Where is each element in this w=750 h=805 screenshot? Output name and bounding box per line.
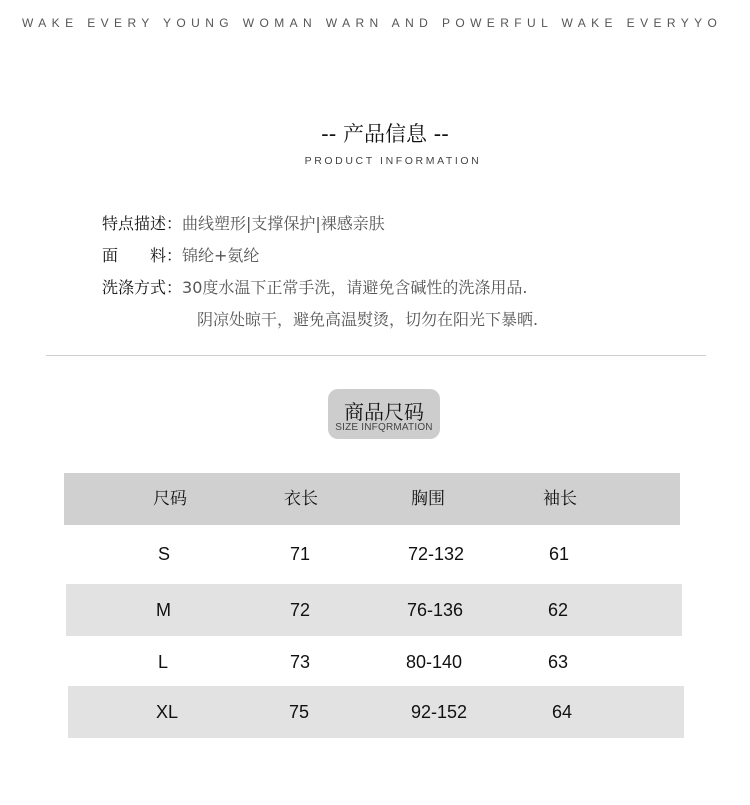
wash-value-line-1: 30度水温下正常手洗，请避免含碱性的洗涤用品. — [182, 278, 528, 297]
cell-chest: 72-132 — [408, 544, 465, 564]
banner-tagline: WAKE EVERY YOUNG WOMAN WARN AND POWERFUL WAKE EVERYYO — [22, 16, 723, 30]
table-row — [66, 636, 682, 688]
cell-length: 73 — [290, 652, 311, 672]
header-sleeve: 袖长 — [543, 489, 577, 509]
fabric-row — [102, 243, 259, 266]
header-size: 尺码 — [153, 489, 187, 509]
size-info-title: 商品尺码 — [344, 400, 424, 424]
size-info-badge — [328, 389, 440, 439]
table-row — [66, 584, 682, 636]
section-divider — [46, 355, 706, 356]
wash-label: 洗涤方式： — [102, 278, 183, 297]
table-row — [64, 528, 680, 580]
cell-chest: 92-152 — [411, 702, 468, 722]
cell-chest: 80-140 — [406, 652, 463, 672]
product-info-subtitle: PRODUCT INFORMATION — [304, 155, 482, 167]
table-row — [68, 686, 684, 738]
size-info-subtitle: SIZE INFQRMATION — [335, 422, 433, 433]
header-length: 衣长 — [284, 489, 318, 509]
fabric-label: 面 料： — [102, 246, 183, 265]
header-chest: 胸围 — [411, 489, 445, 509]
fabric-value: 锦纶+氨纶 — [182, 246, 260, 265]
cell-sleeve: 61 — [549, 544, 570, 564]
cell-size: S — [158, 544, 171, 564]
cell-sleeve: 63 — [548, 652, 569, 672]
wash-value-line-2: 阴凉处晾干，避免高温熨烫，切勿在阳光下暴晒. — [197, 310, 539, 329]
cell-length: 71 — [290, 544, 311, 564]
cell-sleeve: 62 — [548, 600, 569, 620]
cell-length: 75 — [289, 702, 310, 722]
feature-row — [102, 211, 385, 234]
cell-size: XL — [156, 702, 179, 722]
product-info-title: -- 产品信息 -- — [321, 122, 449, 146]
feature-label: 特点描述： — [102, 214, 183, 233]
feature-value: 曲线塑形|支撑保护|裸感亲肤 — [182, 214, 385, 233]
cell-size: L — [158, 652, 169, 672]
cell-length: 72 — [290, 600, 311, 620]
cell-size: M — [156, 600, 171, 620]
wash-row — [102, 275, 527, 298]
cell-sleeve: 64 — [552, 702, 573, 722]
cell-chest: 76-136 — [407, 600, 464, 620]
size-table-header — [64, 473, 680, 525]
